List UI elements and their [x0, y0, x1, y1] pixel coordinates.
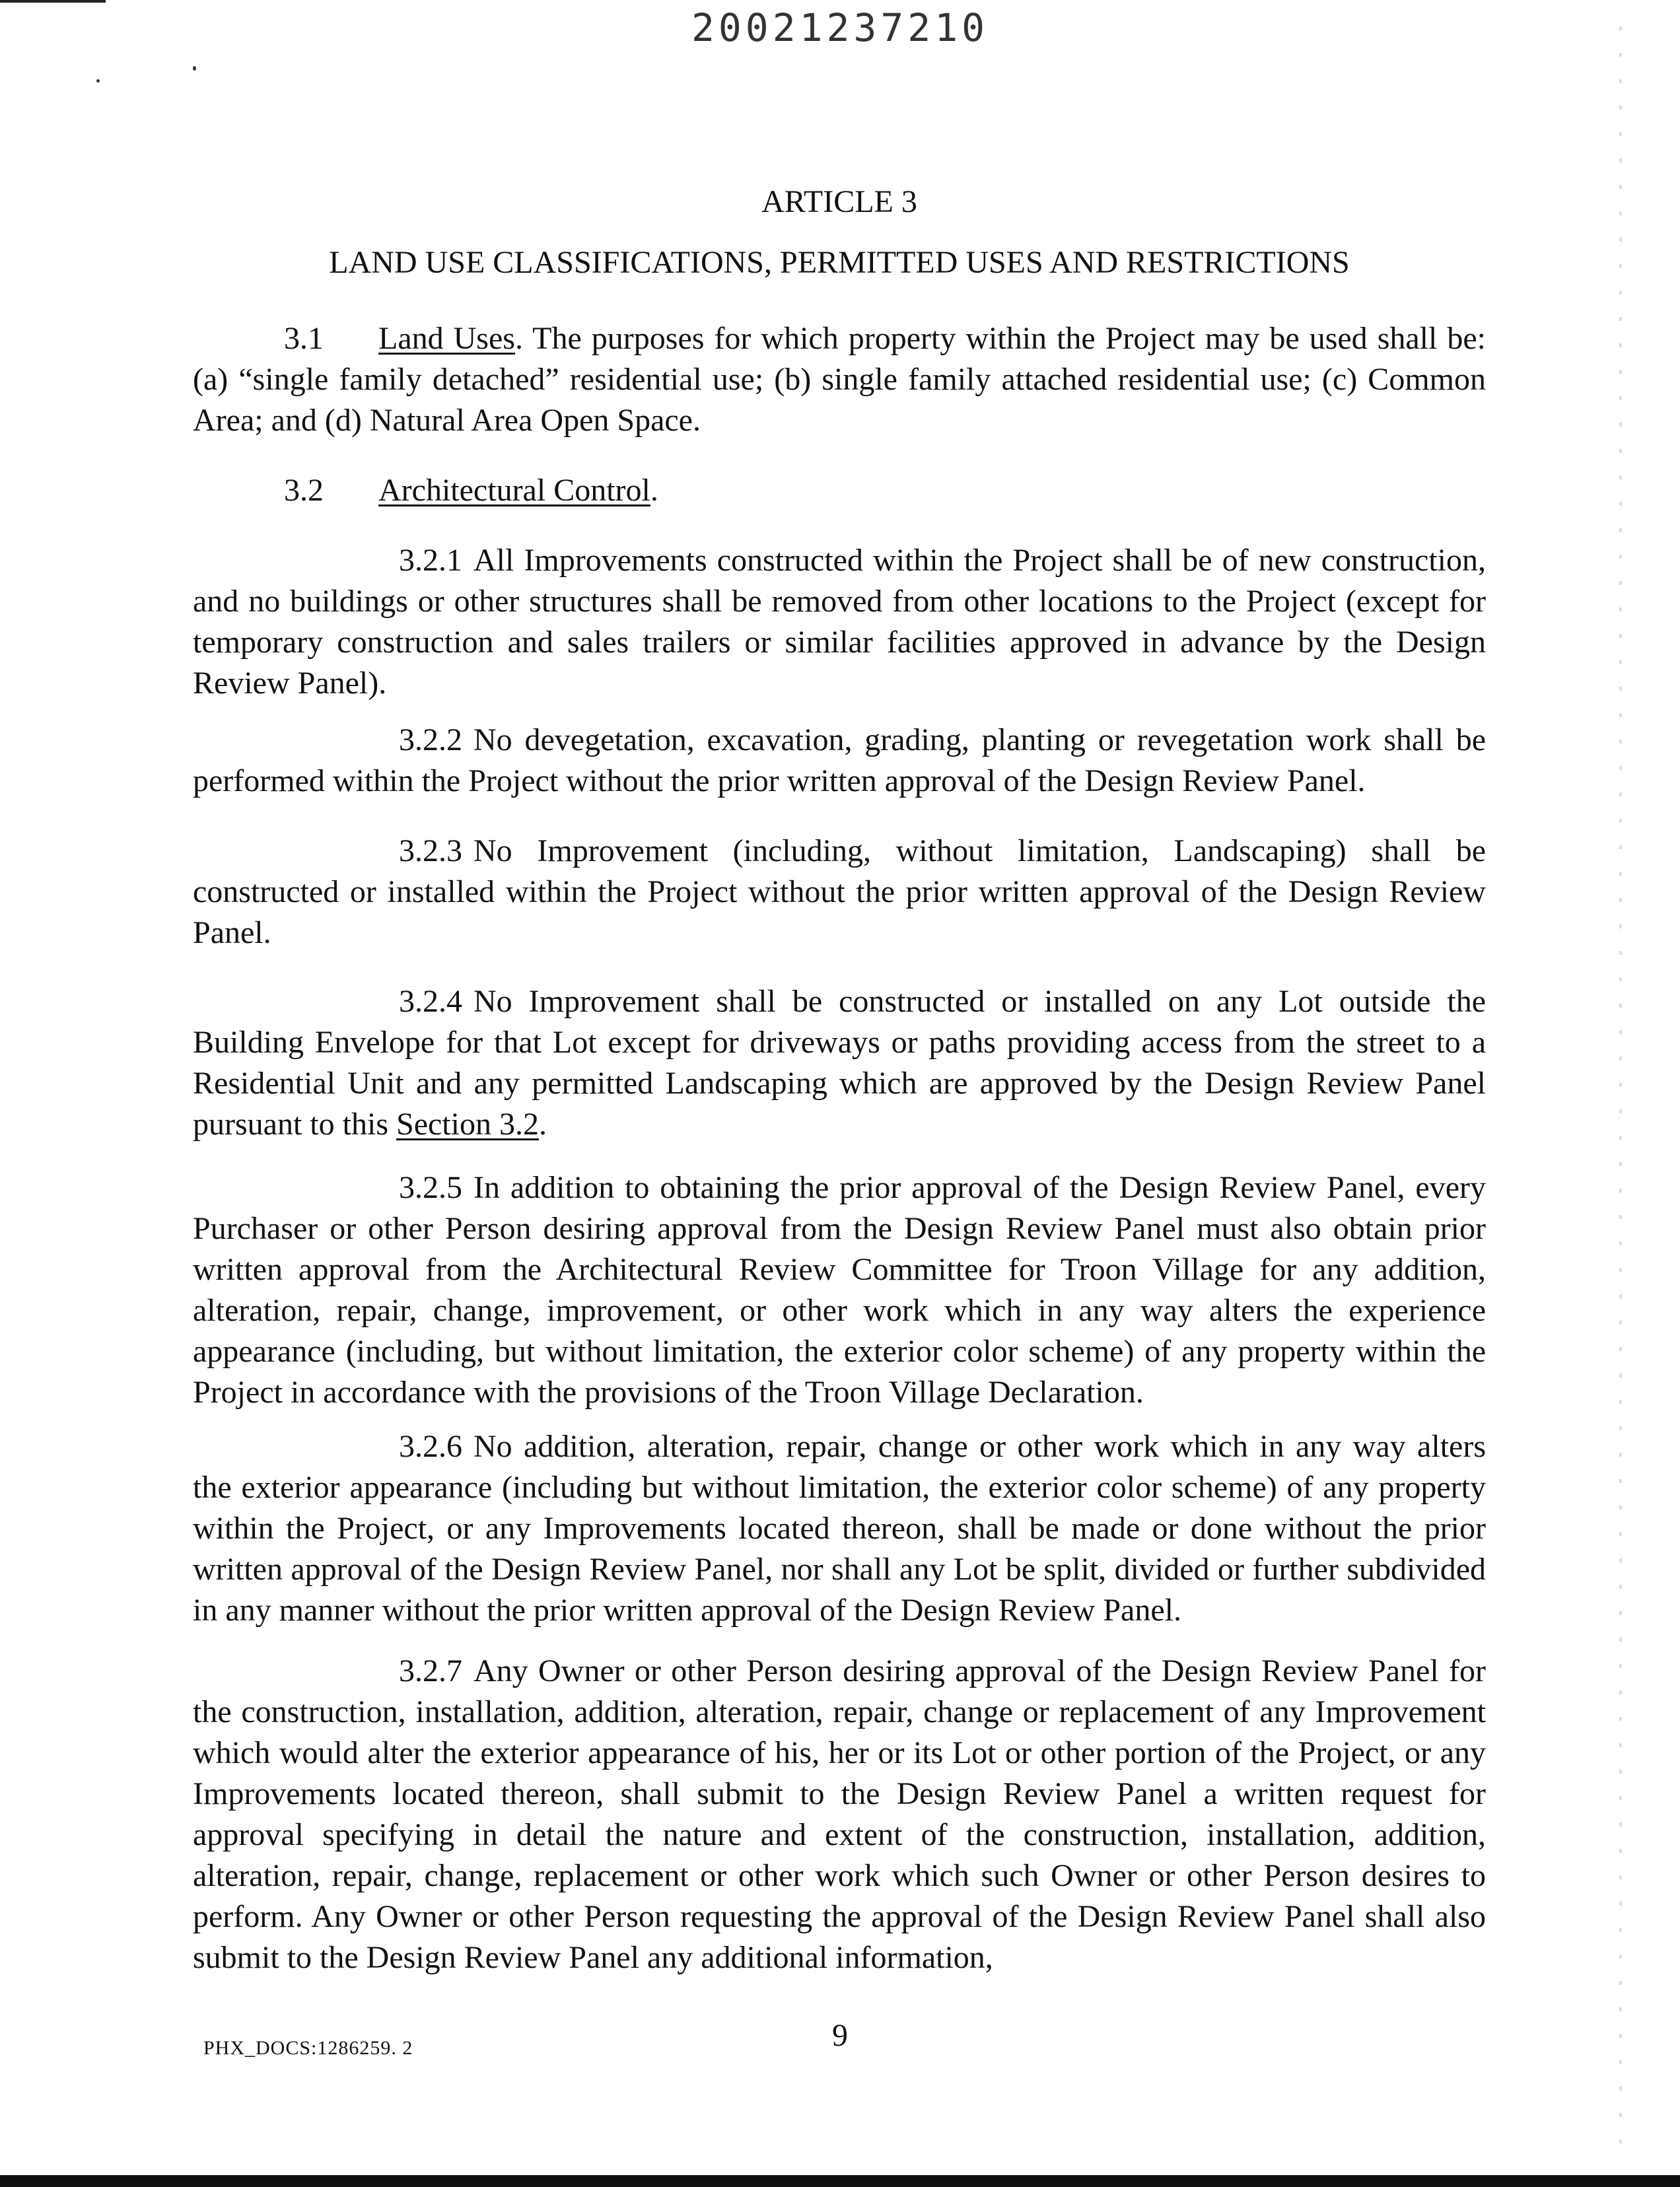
section-3-1: [193, 318, 1486, 441]
section-number: 3.2.6: [399, 1429, 462, 1464]
article-subtitle: LAND USE CLASSIFICATIONS, PERMITTED USES AND RESTRICTIONS: [329, 245, 1350, 280]
scan-edge-noise: [1619, 26, 1622, 2166]
section-number: 3.2.3: [399, 833, 462, 868]
section-3-2-5: [193, 1167, 1486, 1413]
section-number: 3.2.1: [399, 543, 462, 578]
section-text: .: [650, 473, 658, 508]
section-3-2-2: [193, 720, 1486, 802]
top-edge-line: [0, 0, 106, 3]
section-number: 3.2.2: [399, 722, 462, 757]
scan-speck: [193, 66, 196, 71]
section-text: . The purposes for which property within the Project may be used shall be: (a) “single family detached” residential use; (b) single family attached residential use; (c) Common Area; and (d) Natural Area Open Space.: [193, 321, 1487, 438]
section-3-2: [193, 470, 1486, 511]
section-reference-link[interactable]: Section 3.2: [396, 1107, 539, 1142]
section-heading: Land Uses: [378, 321, 515, 356]
section-text: Any Owner or other Person desiring approval of the Design Review Panel for the construction, installation, addition, alteration, repair, change or replacement of any Improvement which would alter the exterior appearance of his, her or its Lot or other portion of the Project, or any Improvements located thereon, shall submit to the Design Review Panel a written request for approval specifying in detail the nature and extent of the construction, installation, addition, alteration, repair, change, replacement or other work which such Owner or other Person desires to perform. Any Owner or other Person requesting the approval of the Design Review Panel shall also submit to the Design Review Panel any additional information,: [193, 1653, 1486, 1975]
bottom-edge-bar: [0, 2175, 1680, 2187]
section-3-2-3: [193, 831, 1486, 954]
section-text: No Improvement shall be constructed or installed on any Lot outside the Building Envelope for that Lot except for driveways or paths providing access from the street to a Residential Unit and any permitted Landscaping which are approved by the Design Review Panel pursuant to this: [193, 984, 1486, 1142]
section-text: No devegetation, excavation, grading, planting or revegetation work shall be performed within the Project without the prior written approval of the Design Review Panel.: [193, 722, 1486, 798]
scan-speck: [96, 79, 100, 83]
section-number: 3.2.4: [399, 984, 462, 1019]
footer-doc-code: PHX_DOCS:1286259. 2: [203, 2037, 413, 2059]
section-number: 3.2: [284, 473, 324, 508]
section-number: 3.1: [284, 321, 324, 356]
section-heading: Architectural Control: [378, 473, 650, 508]
recording-number: 20021237210: [691, 5, 989, 50]
article-title: ARTICLE 3: [761, 184, 917, 219]
section-3-2-6: [193, 1426, 1486, 1631]
section-text: In addition to obtaining the prior approval of the Design Review Panel, every Purchaser or other Person desiring approval from the Design Review Panel must also obtain prior written approval from the Architectural Review Committee for Troon Village for any addition, alteration, repair, change, improvement, or other work which in any way alters the experience appearance (including, but without limitation, the exterior color scheme) of any property within the Project in accordance with the provisions of the Troon Village Declaration.: [193, 1170, 1486, 1410]
section-number: 3.2.7: [399, 1653, 462, 1688]
section-3-2-4: [193, 981, 1486, 1145]
section-text: All Improvements constructed within the Project shall be of new construction, and no buildings or other structures shall be removed from other locations to the Project (except for temporary construction and sales trailers or similar facilities approved in advance by the Design Review Panel).: [193, 543, 1486, 701]
section-text: No Improvement (including, without limitation, Landscaping) shall be constructed or installed within the Project without the prior written approval of the Design Review Panel.: [193, 833, 1486, 950]
section-number: 3.2.5: [399, 1170, 462, 1205]
section-text: .: [538, 1107, 547, 1142]
section-3-2-7: [193, 1651, 1486, 1978]
section-3-2-1: [193, 540, 1486, 704]
page-number: 9: [832, 2018, 848, 2053]
section-text: No addition, alteration, repair, change or other work which in any way alters the exterior appearance (including but without limitation, the exterior color scheme) of any property within the Project, or any Improvements located thereon, shall be made or done without the prior written approval of the Design Review Panel, nor shall any Lot be split, divided or further subdivided in any manner without the prior written approval of the Design Review Panel.: [193, 1429, 1486, 1628]
